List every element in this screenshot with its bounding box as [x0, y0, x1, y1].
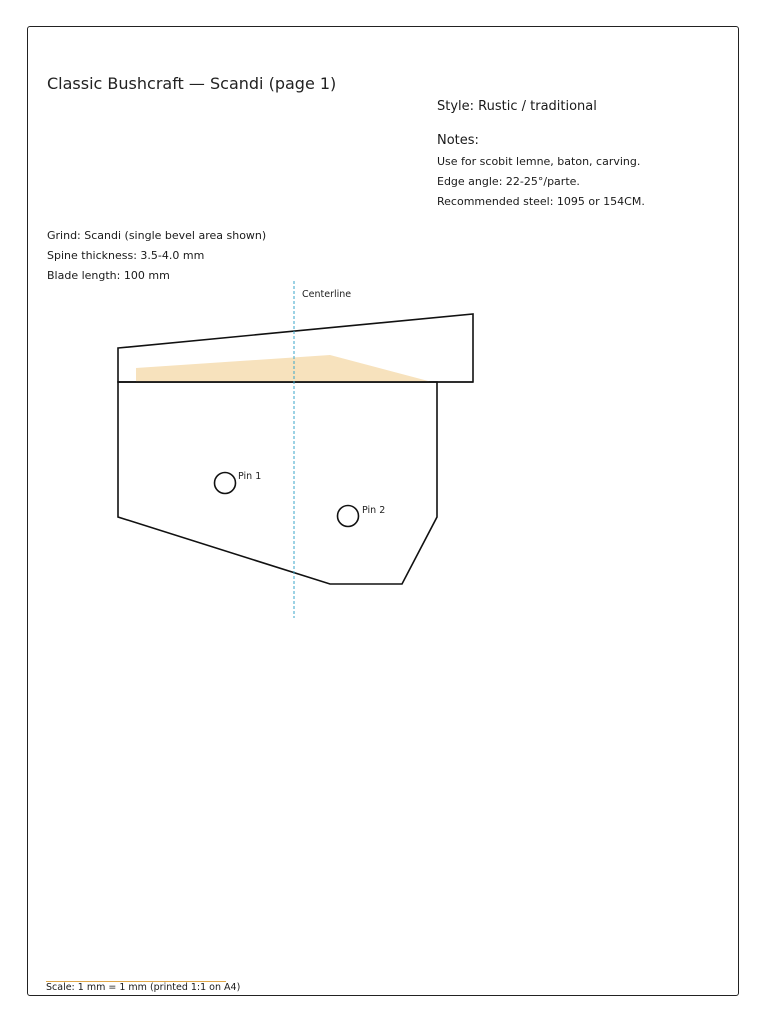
- pin-hole: [215, 473, 236, 494]
- spec-grind: Grind: Scandi (single bevel area shown): [47, 229, 267, 242]
- centerline-label: Centerline: [302, 289, 352, 300]
- note-item: Use for scobit lemne, baton, carving.: [437, 155, 641, 168]
- notes-heading: Notes:: [437, 133, 479, 148]
- note-item: Recommended steel: 1095 or 154CM.: [437, 195, 645, 208]
- page-title: Classic Bushcraft — Scandi (page 1): [47, 74, 337, 93]
- spec-spine-thickness: Spine thickness: 3.5-4.0 mm: [47, 249, 205, 262]
- pin-label: Pin 2: [362, 505, 386, 516]
- pin-label: Pin 1: [238, 471, 262, 482]
- style-line: Style: Rustic / traditional: [437, 99, 597, 114]
- spec-blade-length: Blade length: 100 mm: [47, 269, 170, 282]
- pin-hole: [338, 506, 359, 527]
- scandi-bevel-area: [136, 355, 432, 382]
- note-item: Edge angle: 22-25°/parte.: [437, 175, 580, 188]
- scale-note: Scale: 1 mm = 1 mm (printed 1:1 on A4): [46, 982, 241, 993]
- handle-profile: [118, 382, 437, 584]
